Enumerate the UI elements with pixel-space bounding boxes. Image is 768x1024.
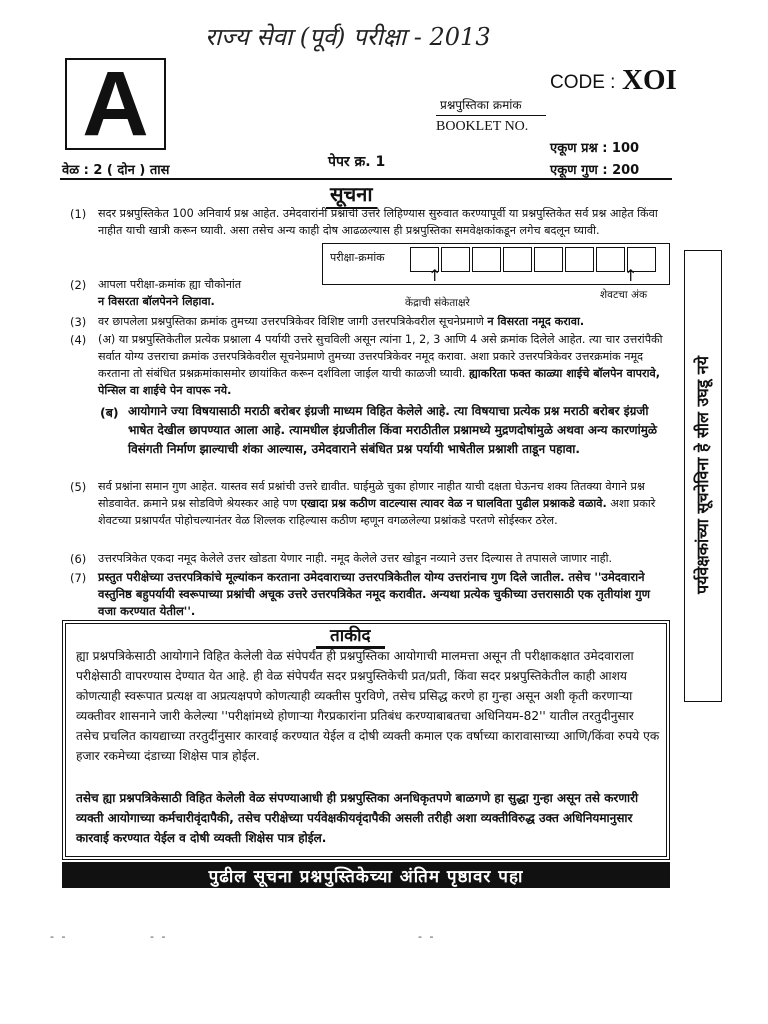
roll-number-digits[interactable] [410,247,658,272]
instruction-text-part: (अ) या प्रश्नपुस्तिकेतील प्रत्येक प्रश्नाला 4 पर्यायी उत्तरे सुचविली असून त्यांना 1, 2, 3 आणि 4 असे क्रमांक दिलेले आहेत. त्या चार उत्तरांपैकी सर्वात योग्य उत्तराचा क्रमांक उत्तरपत्रिकेवरील सूचनेप्रमाणे तुमच्या उत्तरपत्रिकेवर नमूद करावा. अशा प्रकारे उत्तरपत्रिकेवर उत्तरक्रमांक नमूद करताना तो संबंधित प्रश्नक्रमांकासमोर छायांकित करून दर्शविला जाईल याची काळजी घ्यावी. [98,333,663,380]
instruction-text-part: सर्व प्रश्नांना समान गुण आहेत. यास्तव सर्व प्रश्नांची उत्तरे द्यावीत. घाईमुळे चुका होणार नाहीत याची दक्षता घेऊनच शक्य तितक्या वेगाने प्रश्न सोडवावेत. क्रमाने प्रश्न सोडविणे श्रेयस्कर आहे पण [98,480,645,510]
instruction-text: सदर प्रश्नपुस्तिकेत 100 अनिवार्य प्रश्न आहेत. उमेदवारांनी प्रश्नांची उत्तरे लिहिण्यास सुरुवात करण्यापूर्वी या प्रश्नपुस्तिकेत सर्व प्रश्न आहेत किंवा नाहीत याची खात्री करून घ्यावी. असा तसेच अन्य काही दोष आढळल्यास ही प्रश्नपुस्तिका समवेक्षकांकडून लगेच बदलून घ्यावी. [98,207,658,237]
arrow-up-icon: ↑ [624,266,638,285]
instruction-number: (2) [70,278,87,292]
instruction-number: (3) [70,315,87,329]
handwritten-title: राज्य सेवा (पूर्व) परीक्षा - 2013 [205,23,491,51]
instruction-text-bold: प्रस्तुत परीक्षेच्या उत्तरपत्रिकांचे मूल्यांकन करताना उमेदवाराच्या उत्तरपत्रिकेतील योग्य उत्तरांनाच गुण दिले जातील. तसेच ''उमेदवाराने वस्तुनिष्ठ बहुपर्यायी स्वरूपाच्या प्रश्नांची अचूक उत्तरे उत्तरपत्रिकेत नमूद करावीत. अन्यथा प्रत्येक चुकीच्या उत्तरासाठी एक तृतीयांश गुण वजा करण्यात येतील''. [98,570,651,618]
code-label: CODE : [550,72,616,93]
instruction-text-bold: न विसरता बॉलपेनने लिहावा. [98,295,215,308]
instruction-text-part: अशा प्रकारे शेवटच्या प्रश्नापर्यंत पोहोचल्यानंतर वेळ शिल्लक राहिल्यास कठीण म्हणून वगळलेल्या प्रश्नांकडे परतणे सोईस्कर ठरेल. [98,497,656,527]
instruction-number: (7) [70,571,87,585]
instruction-text-part: वर छापलेला प्रश्नपुस्तिका क्रमांक तुमच्या उत्तरपत्रिकेवर विशिष्ट जागी उत्तरपत्रिकेवरील सूचनेप्रमाणे [98,315,484,328]
instruction-text-bold: एखादा प्रश्न कठीण वाटल्यास त्यावर वेळ न घालविता पुढील प्रश्नाकडे वळावे. [300,497,607,510]
paper-number: पेपर क्र. 1 [328,154,386,170]
instruction-text-bold: न विसरता नमूद करावा. [487,315,585,328]
roll-number-label: परीक्षा-क्रमांक [330,251,385,264]
scan-mark: - - [50,930,68,943]
instruction-number: (6) [70,552,87,566]
digit-cell[interactable] [503,247,532,272]
time-allowed: वेळ : 2 ( दोन ) तास [62,163,170,178]
instruction-text: आयोगाने ज्या विषयासाठी मराठी बरोबर इंग्रजी माध्यम विहित केलेले आहे. त्या विषयाचा प्रत्येक प्रश्न मराठी बरोबर इंग्रजी भाषेत देखील छापण्यात आला आहे. त्यामधील इंग्रजीतील किंवा मराठीतील प्रश्नामध्ये मुद्रणदोषांमुळे अथवा अन्य कारणांमुळे विसंगती निर्माण झाल्याची शंका आल्यास, उमेदवाराने संबंधित प्रश्न पर्यायी भाषेतील प्रश्नाशी ताडून पहावा. [128,404,657,456]
digit-cell[interactable] [472,247,501,272]
digit-cell[interactable] [596,247,625,272]
instruction-number: (4) [70,333,87,347]
instruction-text [98,276,313,310]
booklet-series-box [65,53,166,155]
warning-title: ताकीद [316,623,385,649]
last-digit-label: शेवटचा अंक [600,289,648,301]
booklet-no-marathi: प्रश्नपुस्तिका क्रमांक [440,98,522,112]
warning-paragraph: ह्या प्रश्नपत्रिकेसाठी आयोगाने विहित केलेली वेळ संपेपर्यंत ही प्रश्नपुस्तिका आयोगाची मालमत्ता असून ती परीक्षाकक्षात उमेदवाराला परीक्षेसाठी वापरण्यास देण्यात येत आहे. ही वेळ संपेपर्यंत सदर प्रश्नपुस्तिकेची प्रत/प्रती, किंवा सदर प्रश्नपुस्तिकेतील काही आशय कोणत्याही स्वरूपात प्रत्यक्ष वा अप्रत्यक्षपणे कोणत्याही व्यक्तीस पुरविणे, तसेच प्रसिद्ध करणे हा गुन्हा असून अशी कृती करणाऱ्या व्यक्तीवर शासनाने जारी केलेल्या ''परीक्षांमध्ये होणाऱ्या गैरप्रकारांना प्रतिबंध करण्याबाबतचा अधिनियम-82'' यातील तरतुदीनुसार तसेच प्रचलित कायद्याच्या तरतुदींनुसार कारवाई करण्यात येईल व दोषी व्यक्ती कमाल एक वर्षाच्या कारावासाच्या आणि/किंवा रुपये एक हजार रकमेच्या दंडाच्या शिक्षेस पात्र होईल. [76,649,660,763]
instruction-text-bold: ह्याकरिता फक्त काळ्या शाईचे बॉलपेन वापरावे, पेन्सिल वा शाईचे पेन वापरू नये. [98,367,660,397]
digit-cell[interactable] [565,247,594,272]
total-questions: एकूण प्रश्न : 100 [550,141,640,156]
instruction-text [98,478,670,529]
code-value: XOI [622,64,677,96]
digit-cell[interactable] [534,247,563,272]
instruction-number: (5) [70,480,87,494]
instruction-text-part: आपला परीक्षा-क्रमांक ह्या चौकोनांत [98,278,242,291]
digit-cell[interactable] [441,247,470,272]
instruction-number: (1) [70,207,87,221]
instructions-title: सूचना [326,180,377,209]
scan-mark: - - [418,930,436,943]
instruction-number: (ब) [100,405,119,420]
booklet-no-rule [436,115,546,116]
instruction-text: उत्तरपत्रिकेत एकदा नमूद केलेले उत्तर खोडता येणार नाही. नमूद केलेले उत्तर खोडून नव्याने उत्तर दिल्यास ते तपासले जाणार नाही. [98,552,613,565]
center-code-label: केंद्राची संकेताक्षरे [405,297,470,309]
arrow-up-icon: ↑ [428,266,442,285]
booklet-no-english: BOOKLET NO. [436,119,529,134]
instruction-text [98,313,670,330]
seal-warning-text: पर्यवेक्षकांच्या सूचनेविना हे सील उघडू नये [693,356,712,594]
footer-note: पुढील सूचना प्रश्नपुस्तिकेच्या अंतिम पृष्ठावर पहा [208,866,524,887]
warning-paragraph: तसेच ह्या प्रश्नपत्रिकेसाठी विहित केलेली वेळ संपण्याआधी ही प्रश्नपुस्तिका अनधिकृतपणे बाळगणे हा सुद्धा गुन्हा असून तसे करणारी व्यक्ती आयोगाच्या कर्मचारीवृंदापैकी, तसेच परीक्षेच्या पर्यवेक्षकीयवृंदापैकी असली तरीही अशा व्यक्तीविरुद्ध उक्त अधिनियमानुसार कारवाई करण्यात येईल व दोषी व्यक्ती शिक्षेस पात्र होईल. [76,791,639,845]
footer-note-bar [62,862,670,888]
booklet-series-letter: A [82,53,149,155]
scan-mark: - - [150,930,168,943]
total-marks: एकूण गुण : 200 [550,163,640,178]
instruction-text [98,331,670,399]
